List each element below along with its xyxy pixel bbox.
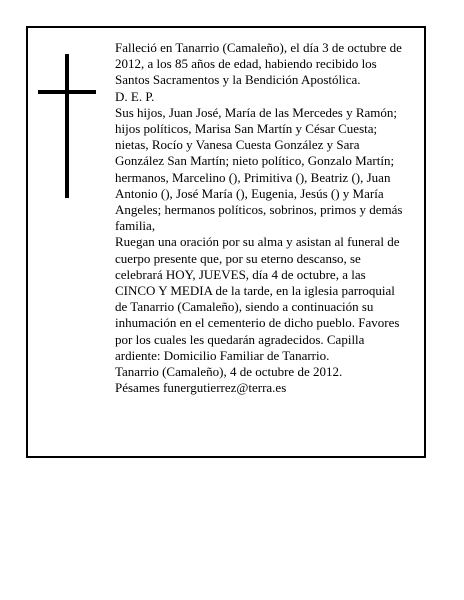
latin-cross-icon	[38, 54, 96, 198]
cross-horizontal-bar	[38, 90, 96, 94]
place-and-date: Tanarrio (Camaleño), 4 de octubre de 2012.	[115, 364, 343, 380]
family-members: Sus hijos, Juan José, María de las Mercedes y Ramón; hijos políticos, Marisa San Martín y César Cuesta; nietas, Rocío y Vanesa Cuesta González y Sara González San Martín; nieto político, Gonzalo Martín; hermanos, Marcelino (), Primitiva (), Beatriz (), Juan Antonio (), José María (), Eugenia, Jesús () y María Angeles; hermanos políticos, sobrinos, primos y demás familia,	[115, 104, 403, 234]
obituary-notice	[26, 26, 426, 458]
cross-vertical-bar	[65, 54, 69, 198]
death-announcement: Falleció en Tanarrio (Camaleño), el día 3 de octubre de 2012, a los 85 años de edad, habiendo recibido los Santos Sacramentos y la Bendición Apostólica.	[115, 40, 402, 88]
condolences-contact: Pésames funergutierrez@terra.es	[115, 380, 287, 396]
rest-in-peace: D. E. P.	[115, 88, 155, 104]
funeral-details: Ruegan una oración por su alma y asistan al funeral de cuerpo presente que, por su eterno descanso, se celebrará HOY, JUEVES, día 4 de octubre, a las CINCO Y MEDIA de la tarde, en la iglesia parroquial de Tanarrio (Camaleño), siendo a continuación su inhumación en el cementerio de dicho pueblo. Favores por los cuales les quedarán agradecidos. Capilla ardiente: Domicilio Familiar de Tanarrio.	[115, 234, 400, 363]
notice-text	[115, 40, 421, 396]
